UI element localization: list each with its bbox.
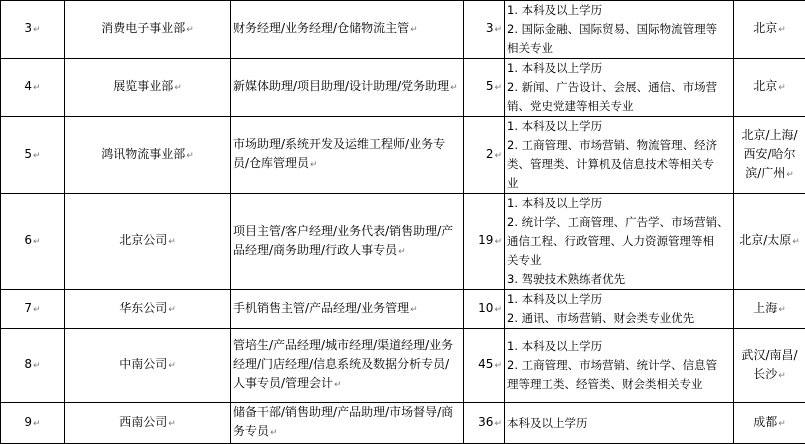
paragraph-mark-icon: ↵ — [186, 151, 194, 161]
paragraph-mark-icon: ↵ — [168, 237, 176, 247]
requirement-line: 2. 工商管理、市场营销、物流管理、经济 — [507, 136, 733, 155]
positions-cell — [231, 329, 464, 403]
paragraph-mark-icon: ↵ — [778, 371, 786, 381]
paragraph-mark-icon: ↵ — [410, 25, 418, 35]
paragraph-mark-icon: ↵ — [186, 25, 194, 35]
table-row — [1, 290, 805, 329]
requirement-line: 类、管理类、计算机及信息技术等相关专 — [507, 155, 733, 174]
row-number-cell — [1, 59, 65, 117]
department-cell — [65, 194, 231, 290]
paragraph-mark-icon: ↵ — [33, 83, 41, 93]
row-number: 9 — [24, 415, 32, 429]
headcount: 2 — [486, 147, 494, 161]
headcount-cell — [464, 403, 505, 444]
headcount: 45 — [478, 357, 493, 371]
paragraph-mark-icon: ↵ — [494, 305, 502, 315]
paragraph-mark-icon: ↵ — [410, 305, 418, 315]
row-number: 7 — [24, 301, 32, 315]
requirements-cell — [505, 1, 734, 59]
positions-text: 项目主管/客户经理/业务代表/销售助理/产品经理/商务助理/行政人事专员 — [233, 224, 453, 257]
positions-cell — [231, 59, 464, 117]
table-body — [1, 1, 805, 444]
department-cell — [65, 59, 231, 117]
paragraph-mark-icon: ↵ — [33, 305, 41, 315]
department-name: 北京公司 — [119, 233, 167, 247]
row-number: 4 — [24, 79, 32, 93]
paragraph-mark-icon: ↵ — [778, 83, 786, 93]
headcount: 10 — [478, 301, 493, 315]
paragraph-mark-icon: ↵ — [786, 170, 794, 180]
requirement-line: 理等理工类、经管类、财会类相关专业 — [507, 375, 733, 394]
requirement-line: 3. 驾驶技术熟练者优先 — [507, 270, 733, 289]
requirement-line: 1. 本科及以上学历 — [507, 290, 733, 309]
department-name: 鸿讯物流事业部 — [101, 147, 185, 161]
headcount-cell — [464, 117, 505, 194]
paragraph-mark-icon: ↵ — [450, 83, 458, 93]
requirement-line: 2. 国际金融、国际贸易、国际物流管理等 — [507, 20, 733, 39]
paragraph-mark-icon: ↵ — [33, 419, 41, 429]
location-text: 成都 — [753, 415, 777, 429]
paragraph-mark-icon: ↵ — [398, 247, 406, 257]
location-text: 武汉/南昌/长沙 — [741, 348, 797, 381]
paragraph-mark-icon: ↵ — [494, 237, 502, 247]
requirement-line: 关专业 — [507, 251, 733, 270]
requirements-cell — [505, 194, 734, 290]
table-row — [1, 1, 805, 59]
location-text: 北京 — [753, 79, 777, 93]
paragraph-mark-icon: ↵ — [792, 237, 800, 247]
paragraph-mark-icon: ↵ — [33, 25, 41, 35]
paragraph-mark-icon: ↵ — [33, 361, 41, 371]
requirement-line: 销、党史党建等相关专业 — [507, 97, 733, 116]
paragraph-mark-icon: ↵ — [270, 428, 278, 438]
requirements-cell — [505, 329, 734, 403]
location-cell — [734, 117, 805, 194]
positions-text: 财务经理/业务经理/仓储物流主管 — [233, 21, 409, 35]
requirements-cell — [505, 117, 734, 194]
paragraph-mark-icon: ↵ — [494, 361, 502, 371]
table-row — [1, 59, 805, 117]
row-number: 6 — [24, 233, 32, 247]
requirement-line: 业 — [507, 174, 733, 193]
requirement-line: 本科及以上学历 — [507, 414, 733, 433]
department-name: 华东公司 — [119, 301, 167, 315]
positions-cell — [231, 194, 464, 290]
location-text: 北京/上海/西安/哈尔滨/广州 — [741, 128, 797, 180]
department-name: 西南公司 — [119, 415, 167, 429]
department-name: 中南公司 — [119, 357, 167, 371]
table-row — [1, 403, 805, 444]
requirement-line: 1. 本科及以上学历 — [507, 59, 733, 78]
row-number: 5 — [24, 147, 32, 161]
requirement-line: 相关专业 — [507, 39, 733, 58]
headcount-cell — [464, 194, 505, 290]
department-cell — [65, 1, 231, 59]
headcount-cell — [464, 329, 505, 403]
requirement-line: 2. 新闻、广告设计、会展、通信、市场营 — [507, 78, 733, 97]
paragraph-mark-icon: ↵ — [494, 419, 502, 429]
headcount-cell — [464, 59, 505, 117]
department-name: 消费电子事业部 — [101, 21, 185, 35]
positions-text: 市场助理/系统开发及运维工程师/业务专员/仓库管理员 — [233, 137, 445, 170]
location-text: 北京/太原 — [739, 233, 791, 247]
location-text: 上海 — [753, 301, 777, 315]
row-number-cell — [1, 329, 65, 403]
paragraph-mark-icon: ↵ — [778, 305, 786, 315]
positions-cell — [231, 290, 464, 329]
positions-text: 新媒体助理/项目助理/设计助理/党务助理 — [233, 79, 449, 93]
paragraph-mark-icon: ↵ — [334, 380, 342, 390]
requirement-line: 2. 统计学、工商管理、广告学、市场营销、 — [507, 213, 733, 232]
requirements-cell — [505, 290, 734, 329]
department-cell — [65, 117, 231, 194]
table-row — [1, 329, 805, 403]
row-number-cell — [1, 290, 65, 329]
positions-cell — [231, 403, 464, 444]
location-cell — [734, 403, 805, 444]
row-number-cell — [1, 194, 65, 290]
requirement-line: 通信工程、行政管理、人力资源管理等相 — [507, 232, 733, 251]
row-number-cell — [1, 117, 65, 194]
positions-text: 手机销售主管/产品经理/业务管理 — [233, 301, 409, 315]
location-cell — [734, 290, 805, 329]
department-cell — [65, 329, 231, 403]
location-cell — [734, 194, 805, 290]
department-name: 展览事业部 — [113, 79, 173, 93]
paragraph-mark-icon: ↵ — [778, 25, 786, 35]
requirements-cell — [505, 403, 734, 444]
paragraph-mark-icon: ↵ — [494, 151, 502, 161]
paragraph-mark-icon: ↵ — [494, 83, 502, 93]
requirement-line: 1. 本科及以上学历 — [507, 1, 733, 20]
positions-text: 管培生/产品经理/城市经理/渠道经理/业务经理/门店经理/信息系统及数据分析专员/人事专员/管理会计 — [233, 338, 453, 390]
row-number-cell — [1, 1, 65, 59]
paragraph-mark-icon: ↵ — [168, 419, 176, 429]
location-cell — [734, 329, 805, 403]
requirement-line: 1. 本科及以上学历 — [507, 337, 733, 356]
row-number: 8 — [24, 357, 32, 371]
paragraph-mark-icon: ↵ — [33, 237, 41, 247]
location-cell — [734, 59, 805, 117]
paragraph-mark-icon: ↵ — [168, 361, 176, 371]
paragraph-mark-icon: ↵ — [778, 419, 786, 429]
headcount: 36 — [478, 415, 493, 429]
positions-cell — [231, 117, 464, 194]
department-cell — [65, 290, 231, 329]
paragraph-mark-icon: ↵ — [168, 305, 176, 315]
location-text: 北京 — [753, 21, 777, 35]
table-row — [1, 117, 805, 194]
requirement-line: 2. 工商管理、市场营销、统计学、信息管 — [507, 356, 733, 375]
department-cell — [65, 403, 231, 444]
headcount-cell — [464, 1, 505, 59]
row-number: 3 — [24, 21, 32, 35]
headcount-cell — [464, 290, 505, 329]
requirement-line: 1. 本科及以上学历 — [507, 117, 733, 136]
headcount: 19 — [478, 233, 493, 247]
row-number-cell — [1, 403, 65, 444]
table-row — [1, 194, 805, 290]
paragraph-mark-icon: ↵ — [494, 25, 502, 35]
requirement-line: 1. 本科及以上学历 — [507, 194, 733, 213]
positions-cell — [231, 1, 464, 59]
requirement-line: 2. 通讯、市场营销、财会类专业优先 — [507, 309, 733, 328]
headcount: 3 — [486, 21, 494, 35]
paragraph-mark-icon: ↵ — [310, 160, 318, 170]
positions-text: 储备干部/销售助理/产品助理/市场督导/商务专员 — [233, 405, 453, 438]
headcount: 5 — [486, 79, 494, 93]
paragraph-mark-icon: ↵ — [174, 83, 182, 93]
requirements-cell — [505, 59, 734, 117]
location-cell — [734, 1, 805, 59]
paragraph-mark-icon: ↵ — [33, 151, 41, 161]
